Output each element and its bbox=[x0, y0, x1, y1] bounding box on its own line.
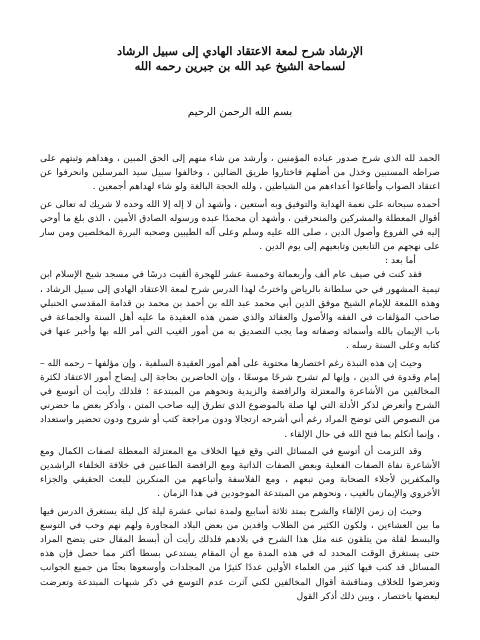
paragraph-praise: الحمد لله الذي شرح صدور عباده المؤمنين ، وأرشد من شاء منهم إلى الحق المبين ، وهداهم وثبتهم على صراطه المستبين وخذل من أضلهم فاختاروا طريق الضالين ، وخالفوا سبيل سيد المرسلين وانحرفوا عن اعتقاد الصواب وأطاعوا أعداءهم من الشياطين ، ولله الحجة البالغة ولو شاء لهداهم أجمعين . bbox=[40, 153, 440, 193]
paragraph-lesson-intro: فقد كنت في صيف عام ألف وأربعمائة وخمسة عشر للهجرة ألقيت درسًا في مسجد شيخ الإسلام ابن تيمية المشهور في حي سلطانة بالرياض واخترتُ لهذا الدرس شرح لمعة الاعتقاد الهادي إلى سبيل الرشاد ، وهذه اللمعة للإمام الشيخ موفق الدين أبي محمد عبد الله بن أحمد بن محمد بن قدامة المقدسي الحنبلي صاحب المؤلفات في الفقه والأصول والعقائد والذي ضمن هذه العقيدة ما عليه أهل السنة والجماعة في باب الإيمان بالله وأسمائه وصفاته وما يجب التصديق به من أمور الغيب التي أمر الله بها وأخبر عنها في كتابه وعلى السنة رسله . bbox=[40, 269, 440, 352]
basmala: بسم الله الرحمن الرحيم bbox=[187, 106, 293, 118]
paragraph-duration: وحيث إن زمن الإلقاء والشرح يمتد ثلاثة أسابيع ولمدة ثماني عشرة ليلة كل ليلة يستغرق الدرس فيها ما بين العشاءين ، ولكون الكثير من الطلاب وافدين من بعض البلاد المجاورة ولهم نهم وحب في التوسع والبسط لقلة من يتلقون عنه مثل هذا الشرح في بلادهم فلذلك رأيت أن أبسط المقال حتى يتضح المراد حتى يستغرق الوقت المحدد له في هذه المدة مع أن المقام يستدعي بسطا أكثر مما حصل فإن هذه المسائل قد كتب فيها كثير من العلماء الأولين عددًا كثيرًا من المجلدات وأوسعوها بحثًا من جميع الجوانب وتعرضوا للخلاف ومناقشة أقوال المخالفين لكني آثرت عدم التوسع في ذكر شبهات المبتدعة وتعرضت لبعضها باختصار ، وبين ذلك أذكر القول bbox=[40, 505, 440, 602]
title-line-2: لسماحة الشيخ عبد الله بن جبرين رحمه الله bbox=[134, 59, 346, 73]
paragraph-testimony: أحمده سبحانه على نعمة الهداية والتوفيق وبه أستعين ، وأشهد أن لا إله إلا الله وحده لا شريك له تعالى عن أقوال المعطلة والمشركين والمنحرفين ، وأشهد أن محمدًا عبده ورسوله الصادق الأمين ، الذي بلغ ما أوحي إليه في الفروع وأصول الدين ، صلى الله عليه وسلم وعلى آله الطيبين وصحبه البررة المخلصين ومن سار على نهجهم من التابعين وتابعيهم إلى يوم الدين . bbox=[40, 198, 440, 253]
paragraph-commitment: وقد التزمت أن أتوسع في المسائل التي وقع فيها الخلاف مع المعتزلة المعطلة لصفات الكمال ومع الأشاعرة نفاة الصفات الفعلية وبعض الصفات الذاتية ومع الرافضة الطاعنين في خلافة الخلفاء الراشدين والمكفرين لأجلاء الصحابة ومن تبعهم ، ومع الفلاسفة وأتباعهم من المنكرين للبعث الحقيقي والجزاء الأخروي والإيمان بالغيب ، ونحوهم من المبتدعة الموجودين في هذا الزمان . bbox=[40, 445, 440, 500]
amma-bad: أما بعد : bbox=[384, 255, 416, 267]
document-title bbox=[40, 44, 440, 74]
title-line-1: الإرشاد شرح لمعة الاعتقاد الهادي إلى سبيل الرشاد bbox=[117, 44, 363, 58]
paragraph-reason: وحيث إن هذه النبذة رغم اختصارها محتوية على أهم أمور العقيدة السلفية ، وإن مؤلفها – رحمه الله – إمام وقدوة في الدين ، وإنها لم تشرح شرحًا موسعًا ، وإن الحاضرين بحاجة إلى إيضاح أمور الاعتقاد لكثرة المخالفين من الأشاعرة والمعتزلة والرافضة والزيدية ونحوهم من المبتدعة ؛ فلذلك رأيت أن أتوسع في الشرح وأتعرض لذكر الأدلة التي لها صلة بالموضوع الذي تطرق إليه صاحب المتن ، وأذكر بعض ما حضرني من النصوص التي توضح المراد رغم أني أشرحه ارتجالا ودون مراجعة كتب أو شروح ودون تحضير واستعداد ، وإنما أتكلم بما فتح الله في حال الإلقاء . bbox=[40, 357, 440, 440]
